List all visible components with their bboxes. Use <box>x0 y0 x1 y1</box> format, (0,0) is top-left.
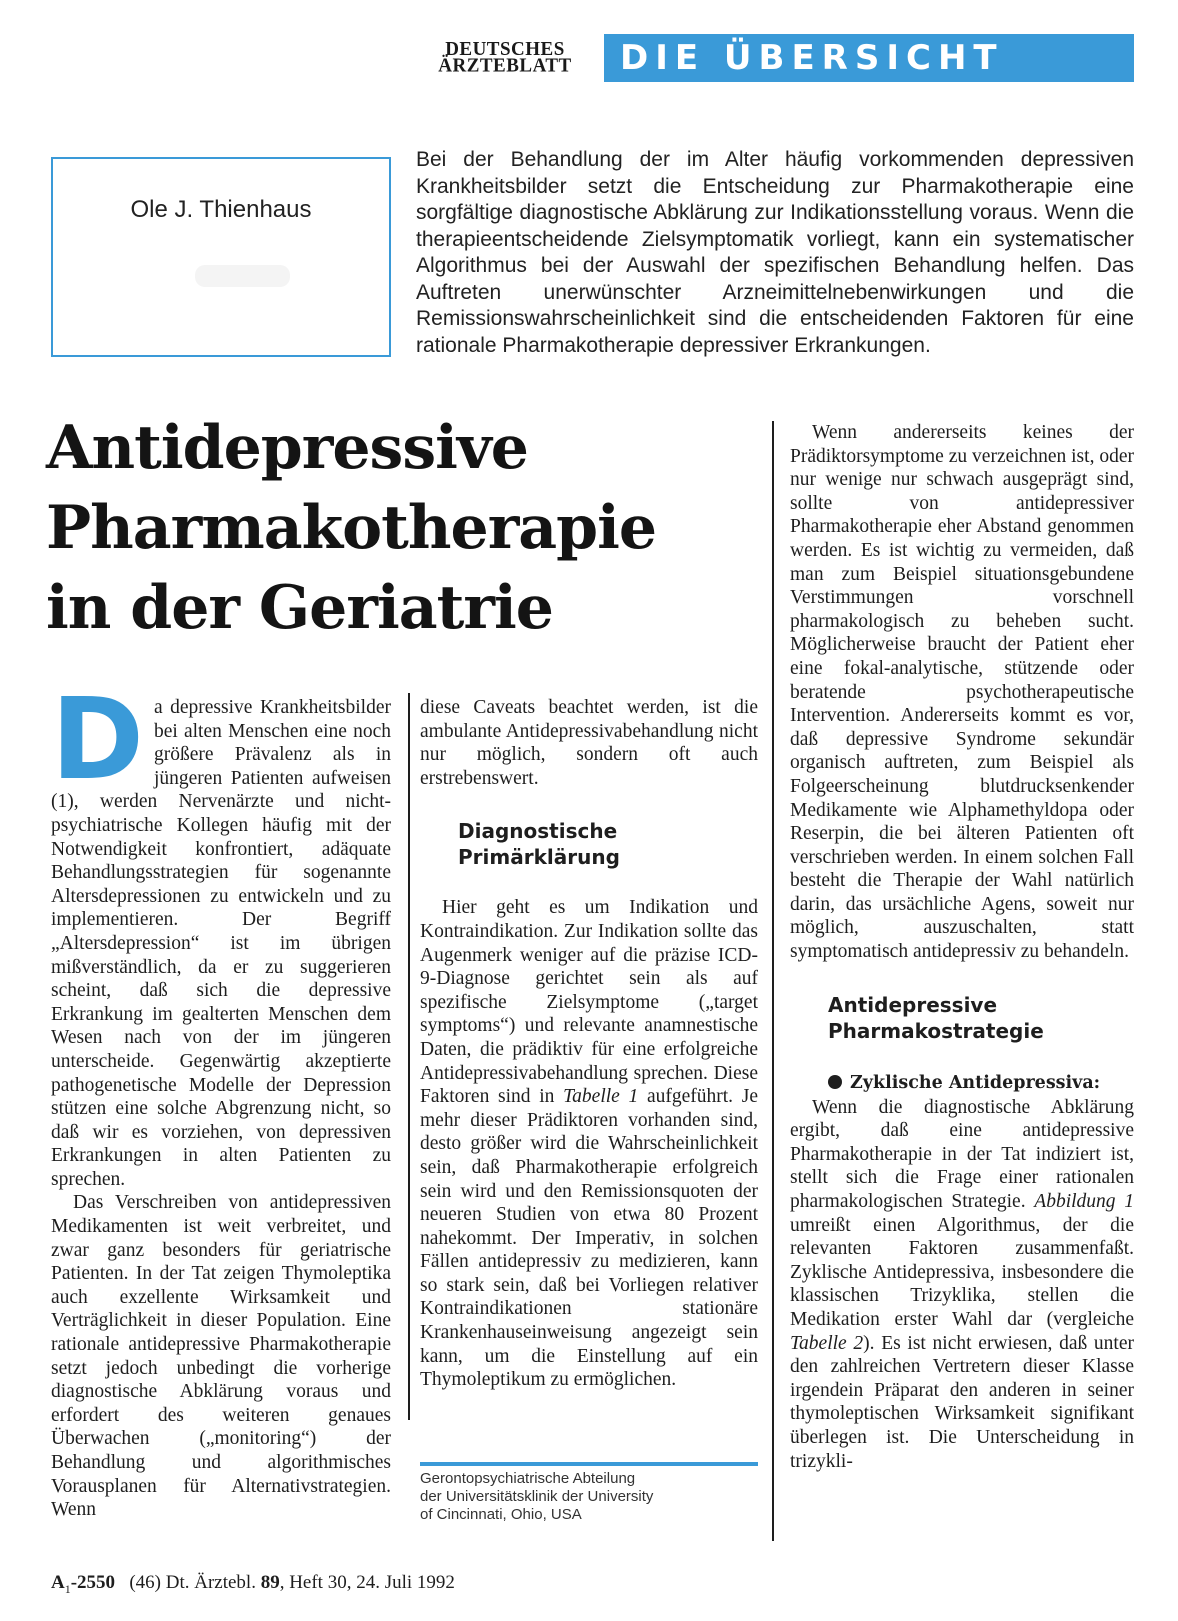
table-reference: Tabelle 1 <box>563 1086 639 1108</box>
author-affiliation <box>420 1470 758 1524</box>
paragraph-zyklische-text-a: Wenn die diagnostische Abklärung ergibt, daß eine antidepressive Pharmakotherapie in der Tat indiziert ist, stellt sich die Frage einer rationalen pharmakologischen Strategie. <box>790 1096 1134 1213</box>
page-subscript: 1 <box>64 1581 71 1596</box>
table-reference-2: Tabelle 2 <box>790 1332 864 1354</box>
subheading-pharmakostrategie-line1: Antidepressive <box>828 992 998 1017</box>
journal-logo <box>420 38 590 77</box>
citation-text: (46) Dt. Ärztebl. <box>129 1572 256 1593</box>
paragraph-intro <box>51 675 391 1191</box>
affiliation-line3: of Cincinnati, Ohio, USA <box>420 1506 582 1523</box>
abstract: Bei der Behandlung der im Alter häufig vorkommenden depressiven Krankheitsbilder setzt die Entscheidung zur Pharmakotherapie eine sorgfältige diagnostische Abklärung zur Indikationsstellung voraus. Wenn die therapieentscheidende Zielsymptomatik vorliegt, kann ein systematischer Algorithmus bei der Auswahl der spezifischen Behandlung helfen. Das Auftreten unerwünschter Arzneimittelnebenwirkungen und die Remissionswahrscheinlichkeit sind die entscheidenden Faktoren für eine rationale Pharmakotherapie depressiver Erkrankungen. <box>416 148 1134 357</box>
paragraph-zyklische-text-b: umreißt einen Algorithmus, der die relevanten Faktoren zusammenfaßt. Zyklische Antidepressiva, insbesondere die klassischen Trizyklika, stellen die Medikation erster Wahl dar (vergleiche <box>790 1214 1134 1330</box>
paragraph-zyklische <box>790 1096 1134 1474</box>
photo-placeholder <box>195 265 290 287</box>
section-banner: DIE ÜBERSICHT <box>604 34 1134 82</box>
title-line-1: Antidepressive <box>46 413 528 483</box>
affiliation-line2: der Universitätsklinik der University <box>420 1488 654 1505</box>
subheading-diagnostik-line1: Diagnostische <box>458 819 618 844</box>
body-column-1 <box>51 675 391 1522</box>
affiliation-line1: Gerontopsychiatrische Abteilung <box>420 1470 636 1487</box>
bullet-icon <box>828 1075 842 1089</box>
volume-number: 89 <box>260 1572 280 1593</box>
journal-logo-line2: ÄRZTEBLATT <box>438 54 572 77</box>
subheading-pharmakostrategie-line2: Pharmakostrategie <box>828 1018 1044 1043</box>
author-name: Ole J. Thienhaus <box>130 196 312 223</box>
page-footer <box>51 1572 751 1597</box>
bullet-heading-text: Zyklische Antidepressiva: <box>850 1072 1101 1093</box>
column-divider-1 <box>408 693 410 1420</box>
title-line-2: Pharmakotherapie <box>46 493 657 563</box>
paragraph-intro-text: a depressive Krankheitsbilder bei alten Menschen eine noch größere Prävalenz als in jüngeren Patienten aufweisen (1), werden Nervenärzte und nicht-psychiatrische Kollegen häufig mit der Notwendigkeit konfrontiert, adäquate Behandlungsstrategien für sogenannte Altersdepressionen zu entwickeln und zu implementieren. Der Begriff „Altersdepression“ ist im übrigen mißverständlich, da er zu suggerieren scheint, daß sich die depressive Erkrankung im gealterten Menschen dem Wesen nach von der im jüngeren unterscheide. Gegenwärtig akzeptierte pathogenetische Modelle der Depression stützen eine solche Abgrenzung nicht, so daß wir es vorziehen, von depressiven Erkrankungen in alten Patienten zu sprechen. <box>51 697 391 1190</box>
journal-logo-line1: DEUTSCHES <box>445 38 565 61</box>
paragraph-praediktoren: Wenn andererseits keines der Prädiktorsymptome zu verzeichnen ist, oder nur wenige nur schwach ausgeprägt sind, sollte von antidepressiver Pharmakotherapie eher Abstand genommen werden. Es ist wichtig zu vermeiden, daß man zum Beispiel situationsgebundene Verstimmungen vorschnell pharmakologisch zu beheben sucht. Möglicherweise braucht der Patient eher eine fokal-analytische, stützende oder beratende psychotherapeutische Intervention. Andererseits kommt es vor, daß depressive Syndrome sekundär organisch auftreten, zum Beispiel als Folgeerscheinung blutdrucksenkender Medikamente wie Alphamethyldopa oder Reserpin, die bei älteren Patienten oft verschrieben werden. In einem solchen Fall besteht die Therapie der Wahl natürlich darin, das ursächliche Agens, soweit nur möglich, auszuschalten, statt symptomatisch antidepressiv zu behandeln. <box>790 422 1134 963</box>
affiliation-rule <box>420 1462 758 1466</box>
page-prefix: A <box>51 1572 65 1593</box>
issue-date: , Heft 30, 24. Juli 1992 <box>279 1572 455 1593</box>
body-column-3 <box>790 421 1134 1473</box>
article-title <box>46 408 776 648</box>
subheading-diagnostik-line2: Primärklärung <box>458 845 620 870</box>
paragraph-zyklische-text-c: ). Es ist nicht erwiesen, daß unter den zahlreichen Vertretern dieser Klasse irgendein Präparat den anderen in seiner thymoleptischen Wirksamkeit signifikant überlegen ist. Die Unterscheidung in trizykli- <box>790 1332 1134 1472</box>
drop-cap: D <box>51 675 144 805</box>
paragraph-indikation-text-a: Hier geht es um Indikation und Kontraindikation. Zur Indikation sollte das Augenmerk weniger auf die präzise ICD-9-Diagnose gerichtet sein als auf spezifische Zielsymptome („target symptoms“) und relevante anamnestische Daten, die prädiktiv für eine erfolgreiche Antidepressivabehandlung sprechen. Diese Faktoren sind in <box>420 897 758 1108</box>
paragraph-indikation-text-b: aufgeführt. Je mehr dieser Prädiktoren vorhanden sind, desto größer wird die Wahrscheinlichkeit sein, daß Pharmakotherapie erfolgreich sein wird und den Remissionsquoten der neueren Studien von etwa 80 Prozent nahekommt. Der Imperativ, in solchen Fällen antidepressiv zu medizieren, kann so stark sein, daß bei Vorliegen relativer Kontraindikationen stationäre Krankenhauseinweisung angezeigt sein kann, um die Einstellung auf ein Thymoleptikum zu ermöglichen. <box>420 1086 758 1391</box>
paragraph-indikation <box>420 896 758 1391</box>
paragraph-caveats: diese Caveats beachtet werden, ist die ambulante Antidepressivabehandlung nicht nur möglich, sondern oft auch erstrebenswert. <box>420 697 758 789</box>
figure-reference: Abbildung 1 <box>1034 1191 1134 1213</box>
paragraph-prescribing: Das Verschreiben von antidepressiven Medikamenten ist weit verbreitet, und zwar ganz besonders für geriatrische Patienten. In der Tat zeigen Thymoleptika auch exzellente Wirksamkeit und Verträglichkeit in dieser Population. Eine rationale antidepressive Pharmakotherapie setzt jedoch unbedingt die vorherige diagnostische Abklärung voraus und erfordert des weiteren genaues Überwachen („monitoring“) der Behandlung und algorithmisches Vorausplanen für Alternativstrategien. Wenn <box>51 1192 391 1521</box>
subheading-pharmakostrategie <box>828 992 1134 1044</box>
bullet-heading <box>828 1070 1134 1096</box>
author-box <box>51 157 391 357</box>
column-divider-2 <box>772 421 774 1541</box>
subheading-diagnostik <box>458 818 758 870</box>
body-column-2 <box>420 696 758 1392</box>
page-number: -2550 <box>70 1572 116 1593</box>
title-line-3: in der Geriatrie <box>46 573 553 643</box>
